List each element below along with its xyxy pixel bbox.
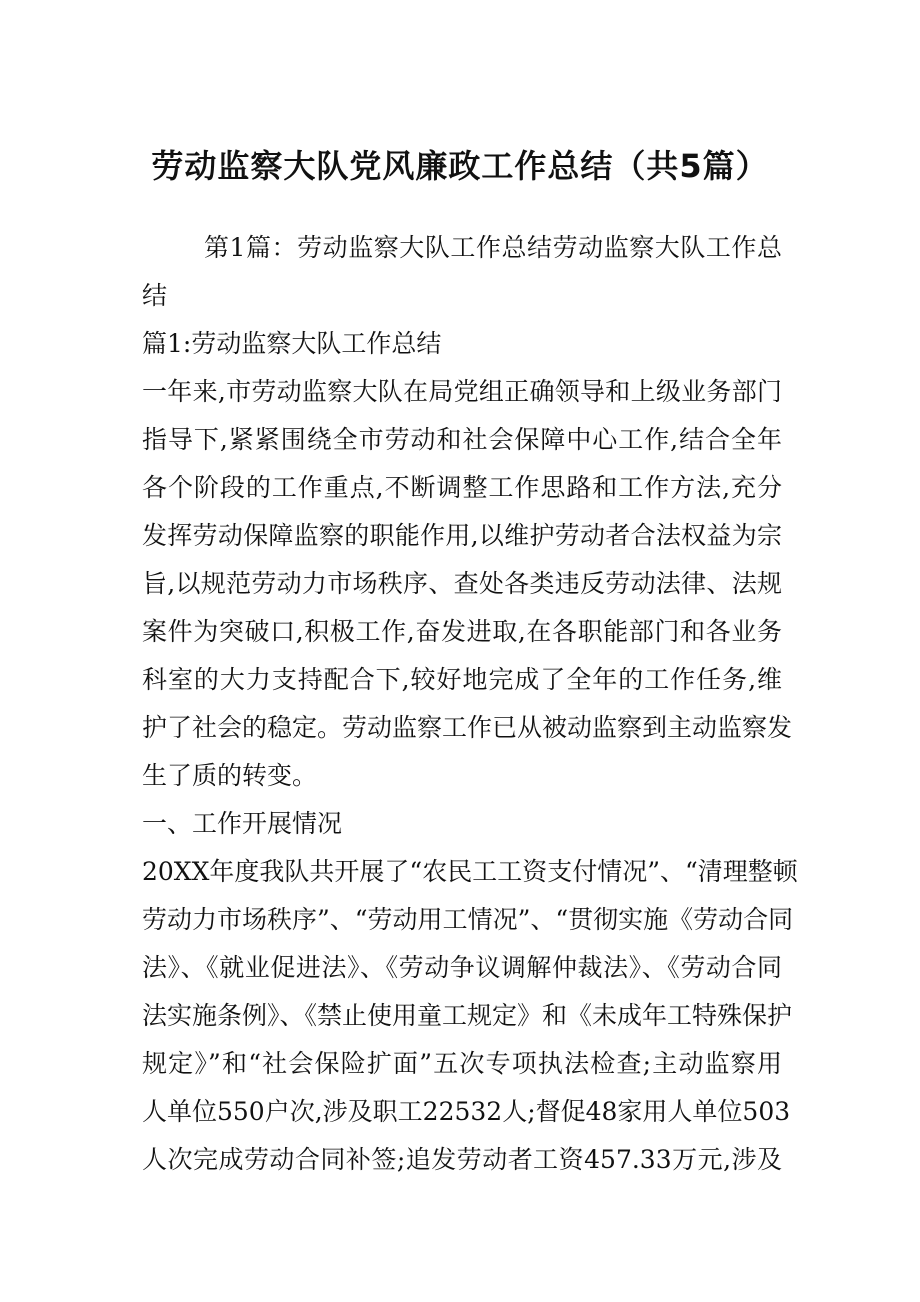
body-line: 一年来,市劳动监察大队在局党组正确领导和上级业务部门 bbox=[142, 377, 782, 406]
body-line: 人单位550户次,涉及职工22532人;督促48家用人单位503 bbox=[142, 1097, 791, 1126]
body-line: 发挥劳动保障监察的职能作用,以维护劳动者合法权益为宗 bbox=[142, 521, 782, 550]
body-line: 案件为突破口,积极工作,奋发进取,在各职能部门和各业务 bbox=[142, 617, 782, 646]
document-title: 劳动监察大队党风廉政工作总结（共5篇） bbox=[151, 147, 769, 185]
body-line: 篇1:劳动监察大队工作总结 bbox=[142, 329, 442, 358]
body-line: 20XX年度我队共开展了“农民工工资支付情况”、“清理整顿 bbox=[142, 857, 798, 886]
body-line: 劳动力市场秩序”、“劳动用工情况”、“贯彻实施《劳动合同 bbox=[142, 905, 794, 934]
body-line: 法实施条例》、《禁止使用童工规定》和《未成年工特殊保护 bbox=[142, 1001, 793, 1030]
body-line: 护了社会的稳定。劳动监察工作已从被动监察到主动监察发 bbox=[142, 713, 793, 742]
body-line: 结 bbox=[142, 281, 168, 310]
body-line: 生了质的转变。 bbox=[142, 761, 318, 790]
body-line: 旨,以规范劳动力市场秩序、查处各类违反劳动法律、法规 bbox=[142, 569, 782, 598]
body-line: 法》、《就业促进法》、《劳动争议调解仲裁法》、《劳动合同 bbox=[142, 953, 782, 982]
body-line: 科室的大力支持配合下,较好地完成了全年的工作任务,维 bbox=[142, 665, 782, 694]
body-line: 各个阶段的工作重点,不断调整工作思路和工作方法,充分 bbox=[142, 473, 782, 502]
document-body bbox=[142, 224, 798, 1184]
body-line: 一、工作开展情况 bbox=[142, 809, 343, 838]
body-line: 指导下,紧紧围绕全市劳动和社会保障中心工作,结合全年 bbox=[142, 425, 782, 454]
body-line: 人次完成劳动合同补签;追发劳动者工资457.33万元,涉及 bbox=[142, 1145, 782, 1174]
body-line: 规定》”和“社会保险扩面”五次专项执法检查;主动监察用 bbox=[142, 1049, 782, 1078]
body-line: 第1篇：劳动监察大队工作总结劳动监察大队工作总 bbox=[204, 233, 782, 262]
